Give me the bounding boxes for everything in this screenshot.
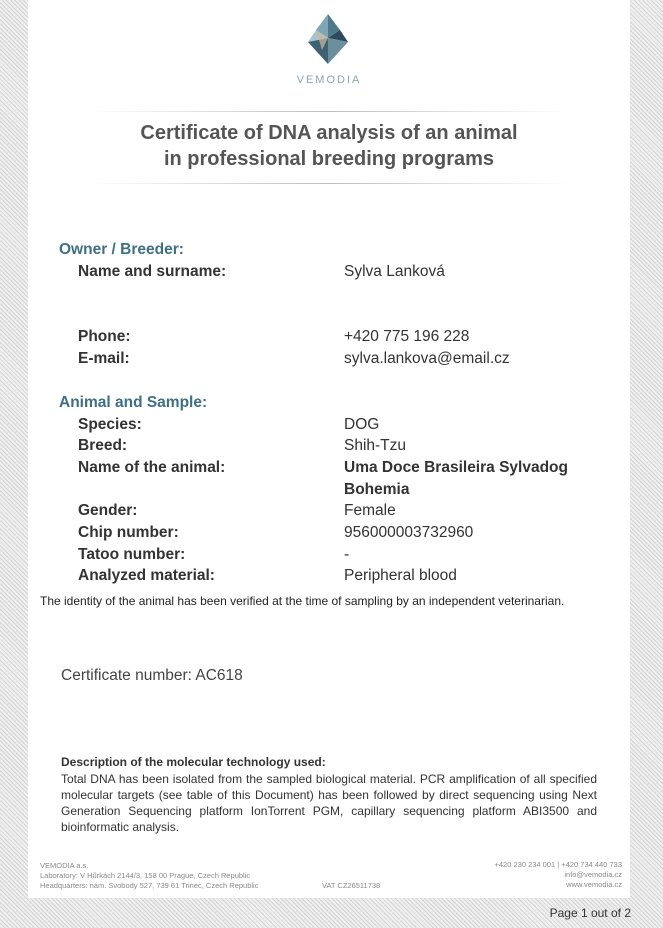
- footer-contact-block: [495, 860, 623, 890]
- analyzed-material-label: Analyzed material:: [78, 567, 215, 584]
- animal-section-heading: Animal and Sample:: [59, 394, 208, 411]
- tatoo-number-label: Tatoo number:: [78, 546, 186, 563]
- animal-name-label: Name of the animal:: [78, 459, 226, 476]
- certificate-number: Certificate number: AC618: [61, 667, 243, 684]
- breed-label: Breed:: [78, 437, 128, 454]
- footer-email[interactable]: info@vemodia.cz: [564, 870, 622, 879]
- title-divider-top: [88, 111, 570, 112]
- animal-name-value: [344, 457, 568, 501]
- description-heading: Description of the molecular technology used:: [61, 755, 326, 769]
- chip-number-value: 956000003732960: [344, 524, 474, 541]
- tatoo-number-value: -: [344, 546, 350, 563]
- title-divider-bottom: [88, 183, 570, 184]
- email-value: sylva.lankova@email.cz: [344, 350, 510, 367]
- phone-label: Phone:: [78, 328, 131, 345]
- footer-address-block: [40, 861, 258, 891]
- page-indicator: Page 1 out of 2: [549, 906, 631, 920]
- owner-section-heading: Owner / Breeder:: [59, 241, 184, 258]
- footer-website[interactable]: www.vemodia.cz: [566, 880, 622, 889]
- page-title: [28, 120, 630, 172]
- animal-name-line-1: Uma Doce Brasileira Sylvadog: [344, 459, 568, 476]
- chip-number-label: Chip number:: [78, 524, 179, 541]
- title-line-1: Certificate of DNA analysis of an animal: [140, 122, 518, 144]
- species-label: Species:: [78, 416, 142, 433]
- footer-vat: VAT CZ26511738: [322, 881, 381, 890]
- species-value: DOG: [344, 416, 380, 433]
- gender-label: Gender:: [78, 502, 138, 519]
- brand-name: VEMODIA: [296, 74, 362, 86]
- title-line-2: in professional breeding programs: [163, 148, 495, 170]
- verification-note: The identity of the animal has been verified at the time of sampling by an independent veterinarian.: [40, 594, 565, 608]
- owner-name-value: Sylva Lanková: [344, 263, 445, 280]
- footer-phones: +420 230 234 001 | +420 734 440 733: [494, 860, 622, 869]
- phone-value: +420 775 196 228: [344, 328, 470, 345]
- email-label: E-mail:: [78, 350, 130, 367]
- vemodia-logo-icon: [308, 14, 348, 64]
- owner-name-label: Name and surname:: [78, 263, 227, 280]
- animal-name-line-2: Bohemia: [344, 481, 410, 498]
- certificate-page: [28, 0, 630, 898]
- analyzed-material-value: Peripheral blood: [344, 567, 457, 584]
- breed-value: Shih-Tzu: [344, 437, 407, 454]
- description-text: Total DNA has been isolated from the sampled biological material. PCR amplification of all specified molecular targets (see table of this Document) has been followed by direct sequencing using Next Generation Sequencing platform IonTorrent PGM, capillary sequencing platform ABI3500 and bioinformatic analysis.: [61, 772, 597, 834]
- footer-company: VEMODIA a.s.: [40, 861, 89, 870]
- footer-headquarters: Headquarters: nám. Svobody 527, 739 61 Trinec, Czech Republic: [40, 881, 259, 890]
- gender-value: Female: [344, 502, 396, 519]
- footer-laboratory: Laboratory: V Hůrkách 2144/3, 158 00 Prague, Czech Republic: [40, 871, 251, 880]
